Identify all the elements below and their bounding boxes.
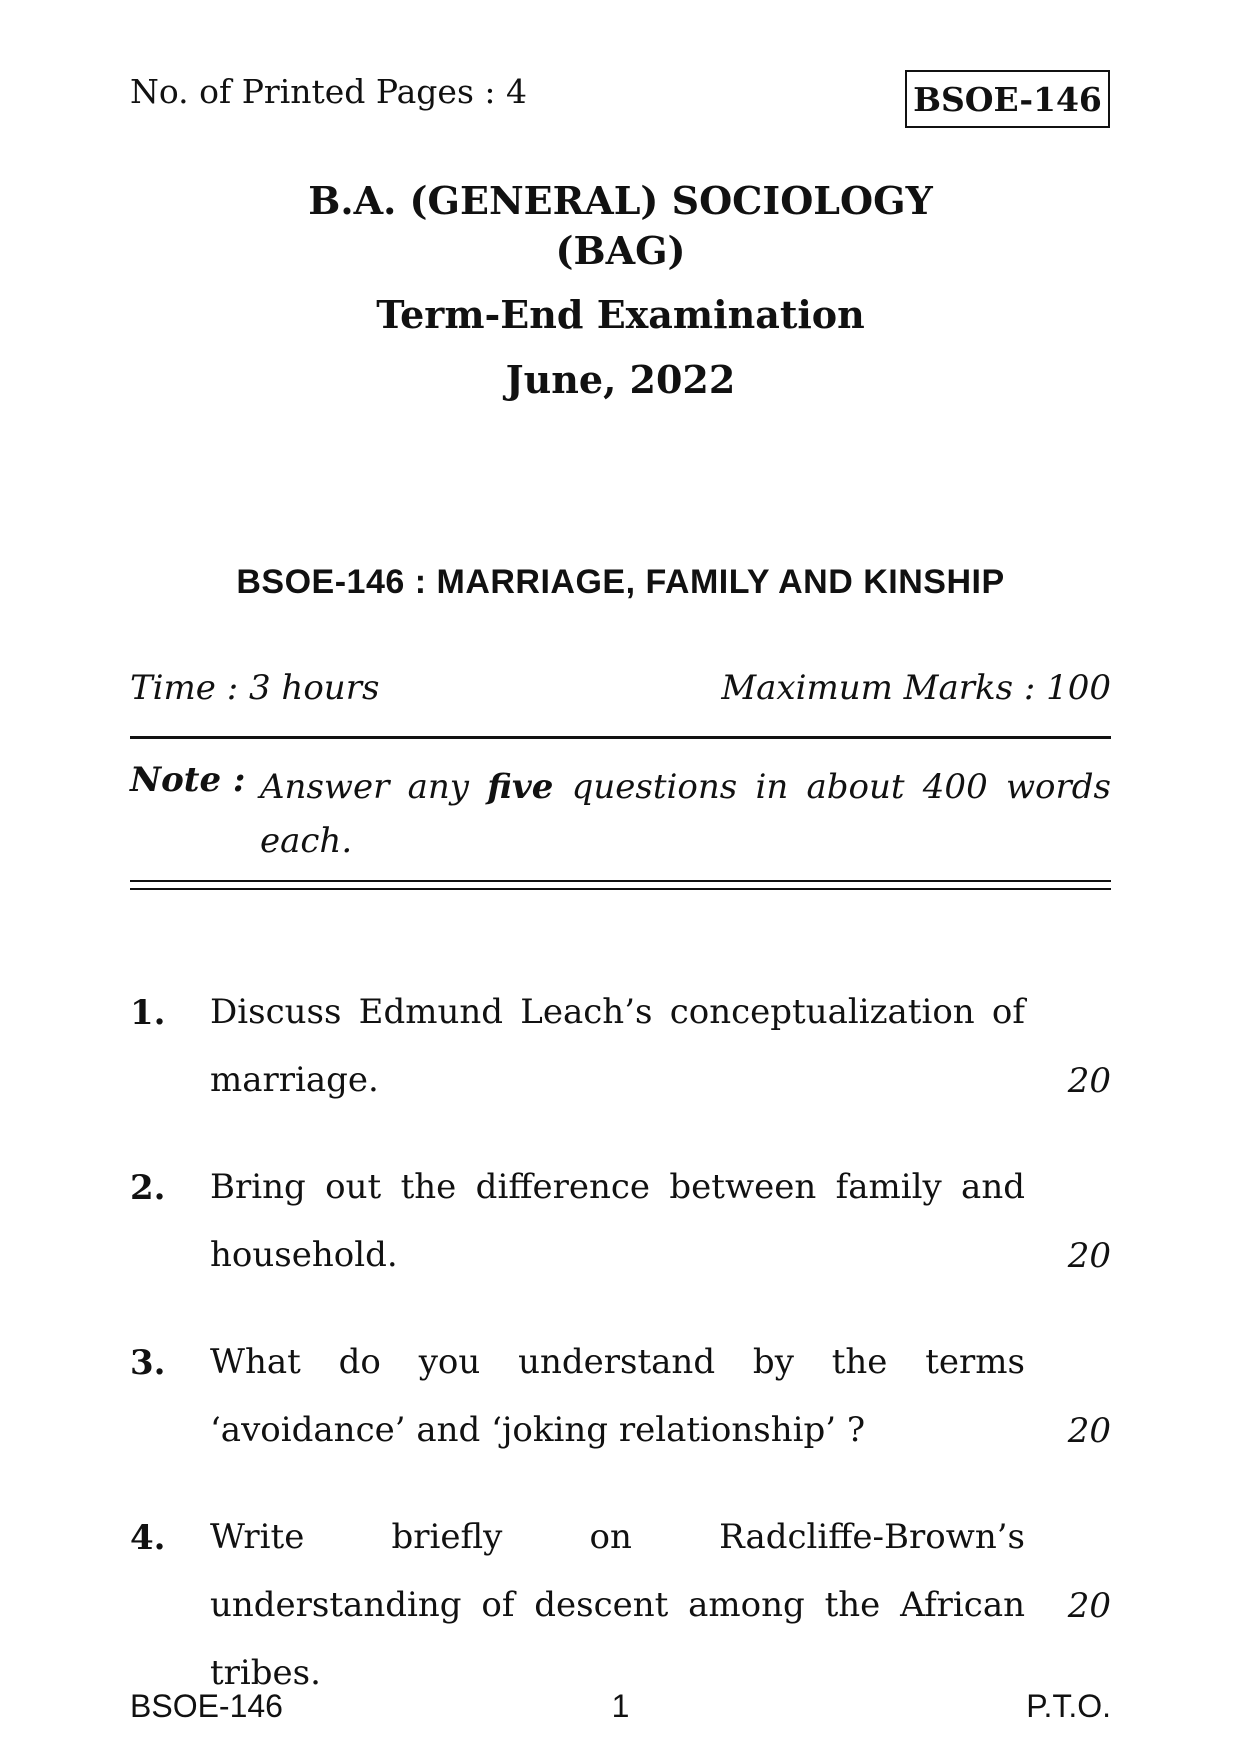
question-marks: 20 bbox=[1067, 1236, 1111, 1276]
exam-duration: Time : 3 hours bbox=[130, 668, 380, 708]
note-label: Note : bbox=[130, 760, 246, 800]
question-text: Discuss Edmund Leach’s conceptualization of marriage. bbox=[210, 992, 1025, 1100]
question-number: 3. bbox=[130, 1343, 166, 1383]
programme-code: (BAG) bbox=[555, 228, 686, 273]
question-marks: 20 bbox=[1067, 1586, 1111, 1626]
paper-code-box: BSOE-146 bbox=[905, 70, 1110, 128]
question-number: 1. bbox=[130, 993, 166, 1033]
double-divider-bottom bbox=[130, 888, 1111, 890]
footer-page-number: 1 bbox=[611, 1688, 630, 1724]
footer-pto: P.T.O. bbox=[1026, 1688, 1111, 1724]
programme-title: B.A. (GENERAL) SOCIOLOGY bbox=[308, 178, 933, 223]
question-marks: 20 bbox=[1067, 1061, 1111, 1101]
question-number: 2. bbox=[130, 1168, 166, 1208]
note-emphasis: five bbox=[487, 767, 554, 807]
exam-name: Term-End Examination bbox=[376, 292, 865, 337]
note-text-end: questions in about 400 words each. bbox=[260, 767, 1111, 861]
question-text: What do you understand by the terms ‘avoidance’ and ‘joking relationship’ ? bbox=[210, 1342, 1025, 1450]
note-instructions bbox=[260, 760, 1111, 868]
course-title: BSOE-146 : MARRIAGE, FAMILY AND KINSHIP bbox=[236, 563, 1005, 601]
printed-pages-count: No. of Printed Pages : 4 bbox=[130, 72, 527, 111]
exam-date: June, 2022 bbox=[505, 357, 736, 402]
question-number: 4. bbox=[130, 1518, 166, 1558]
note-text-start: Answer any bbox=[260, 767, 488, 807]
maximum-marks: Maximum Marks : 100 bbox=[721, 668, 1111, 708]
question-text: Write briefly on Radcliffe-Brown’s understanding of descent among the African tribes. bbox=[210, 1517, 1025, 1693]
double-divider-top bbox=[130, 880, 1111, 882]
footer-paper-code: BSOE-146 bbox=[130, 1688, 283, 1724]
divider-line bbox=[130, 736, 1111, 739]
question-text: Bring out the difference between family and household. bbox=[210, 1167, 1025, 1275]
question-marks: 20 bbox=[1067, 1411, 1111, 1451]
